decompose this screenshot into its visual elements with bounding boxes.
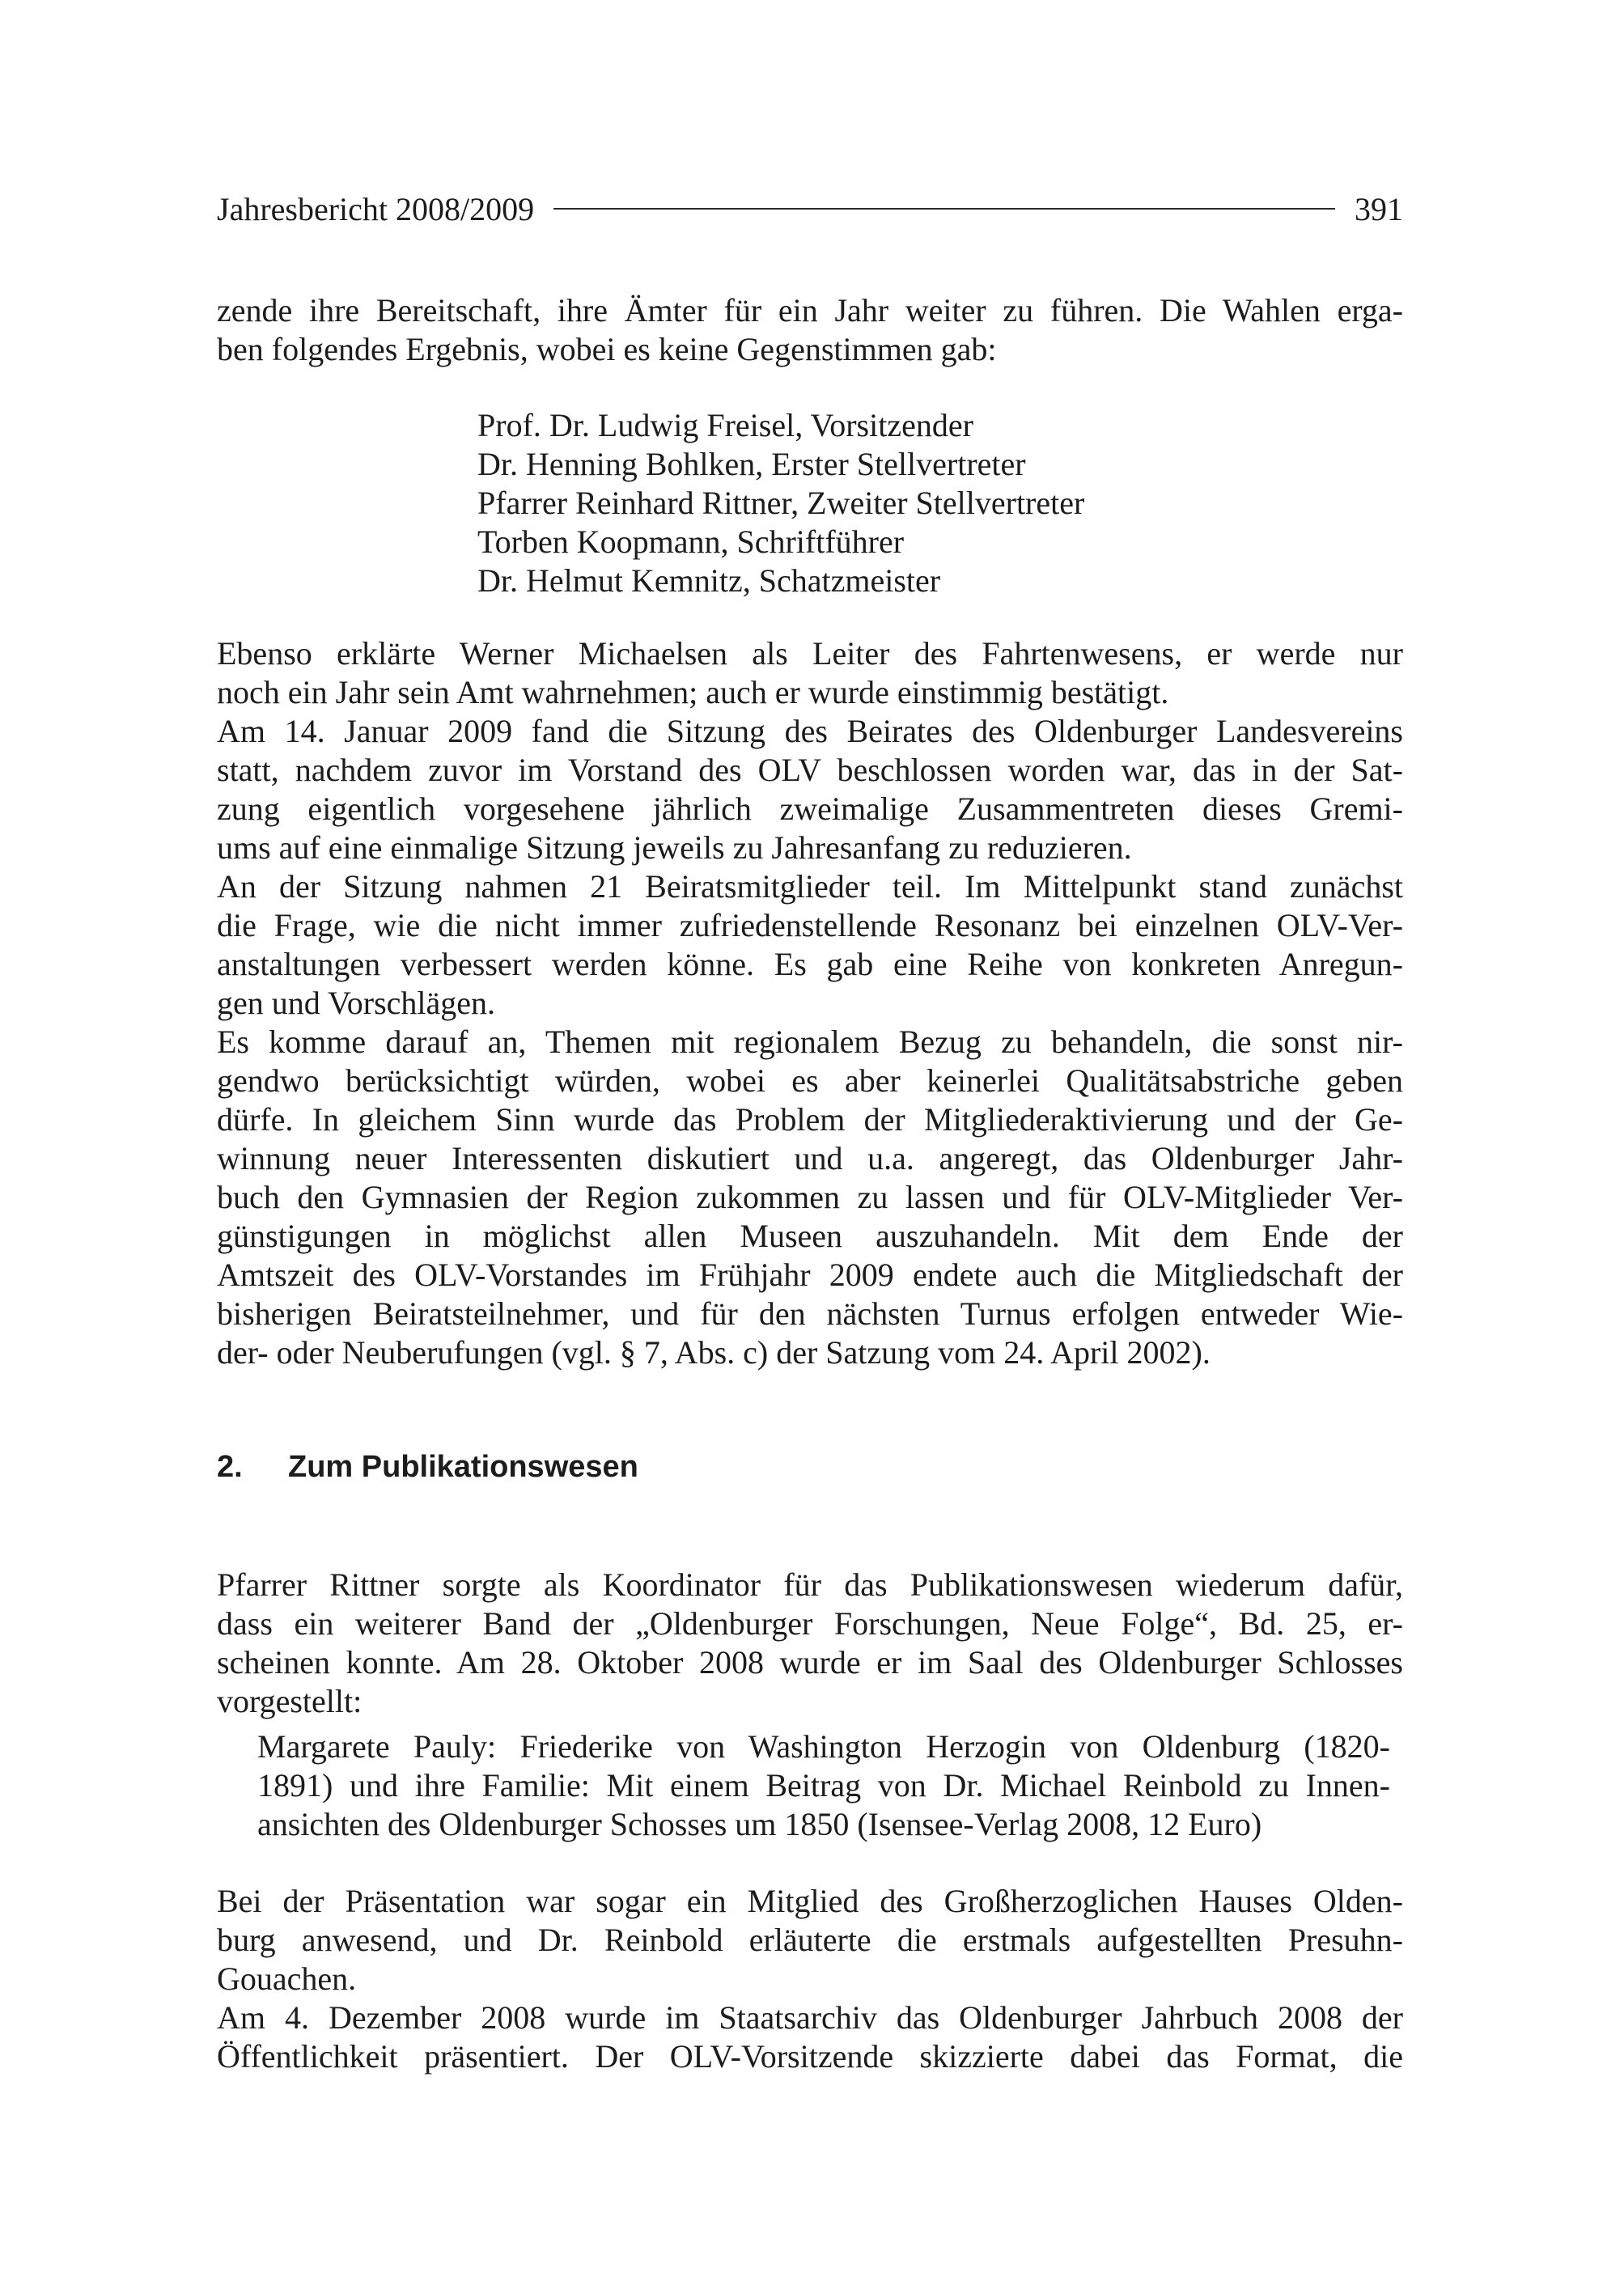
- text-line: Am 4. Dezember 2008 wurde im Staatsarchiv das Oldenburger Jahrbuch 2008 der: [217, 1999, 1403, 2036]
- section-number: 2.: [217, 1450, 243, 1484]
- text-line: vorgestellt:: [217, 1683, 363, 1719]
- text-line: anstaltungen verbessert werden könne. Es gab eine Reihe von konkreten Anregun-: [217, 946, 1403, 982]
- text-line: Ebenso erklärte Werner Michaelsen als Leiter des Fahrtenwesens, er werde nur: [217, 635, 1403, 672]
- board-member: Prof. Dr. Ludwig Freisel, Vorsitzender: [477, 407, 973, 443]
- header-rule: [553, 208, 1335, 210]
- text-line: An der Sitzung nahmen 21 Beiratsmitglieder teil. Im Mittelpunkt stand zunächst: [217, 868, 1403, 905]
- body-section-1: [217, 634, 1403, 1372]
- text-line: gen und Vorschlägen.: [217, 985, 496, 1021]
- board-member: Pfarrer Reinhard Rittner, Zweiter Stellvertreter: [477, 485, 1085, 521]
- citation-line: 1891) und ihre Familie: Mit einem Beitrag von Dr. Michael Reinbold zu Innen-: [257, 1767, 1390, 1803]
- text-line: burg anwesend, und Dr. Reinbold erläuterte die erstmals aufgestellten Presuhn-: [217, 1922, 1403, 1958]
- section-heading: [217, 1447, 638, 1486]
- text-line: winnung neuer Interessenten diskutiert und u.a. angeregt, das Oldenburger Jahr-: [217, 1140, 1403, 1176]
- page-number: 391: [1355, 190, 1403, 227]
- text-line: ben folgendes Ergebnis, wobei es keine Gegenstimmen gab:: [217, 331, 997, 367]
- text-line: günstigungen in möglichst allen Museen auszuhandeln. Mit dem Ende der: [217, 1218, 1403, 1254]
- text-line: Öffentlichkeit präsentiert. Der OLV-Vorsitzende skizzierte dabei das Format, die: [217, 2038, 1403, 2075]
- text-line: dass ein weiterer Band der „Oldenburger Forschungen, Neue Folge“, Bd. 25, er-: [217, 1605, 1403, 1642]
- text-line: die Frage, wie die nicht immer zufriedenstellende Resonanz bei einzelnen OLV-Ver-: [217, 907, 1403, 943]
- text-line: Es komme darauf an, Themen mit regionalem Bezug zu behandeln, die sonst nir-: [217, 1024, 1403, 1060]
- text-line: dürfe. In gleichem Sinn wurde das Problem der Mitgliederaktivierung und der Ge-: [217, 1101, 1403, 1138]
- board-member: Dr. Henning Bohlken, Erster Stellvertreter: [477, 446, 1026, 482]
- section-title: Zum Publikationswesen: [288, 1450, 638, 1484]
- text-line: buch den Gymnasien der Region zukommen zu lassen und für OLV-Mitglieder Ver-: [217, 1179, 1403, 1215]
- header-title: Jahresbericht 2008/2009: [217, 190, 535, 227]
- text-line: scheinen konnte. Am 28. Oktober 2008 wurde er im Saal des Oldenburger Schlosses: [217, 1644, 1403, 1681]
- text-line: bisherigen Beiratsteilnehmer, und für den nächsten Turnus erfolgen entweder Wie-: [217, 1295, 1403, 1332]
- board-member: Torben Koopmann, Schriftführer: [477, 523, 905, 560]
- text-line: Amtszeit des OLV-Vorstandes im Frühjahr 2009 endete auch die Mitgliedschaft der: [217, 1257, 1403, 1293]
- text-line: Bei der Präsentation war sogar ein Mitglied des Großherzoglichen Hauses Olden-: [217, 1883, 1403, 1919]
- text-line: noch ein Jahr sein Amt wahrnehmen; auch er wurde einstimmig bestätigt.: [217, 674, 1169, 710]
- text-line: zung eigentlich vorgesehene jährlich zweimalige Zusammentreten dieses Gremi-: [217, 790, 1403, 827]
- running-header: [217, 184, 1403, 233]
- citation-line: Margarete Pauly: Friederike von Washington Herzogin von Oldenburg (1820-: [257, 1728, 1390, 1765]
- text-line: Am 14. Januar 2009 fand die Sitzung des Beirates des Oldenburger Landesvereins: [217, 713, 1403, 749]
- text-line: zende ihre Bereitschaft, ihre Ämter für ein Jahr weiter zu führen. Die Wahlen erga-: [217, 292, 1403, 328]
- text-line: gendwo berücksichtigt würden, wobei es aber keinerlei Qualitätsabstriche geben: [217, 1062, 1403, 1099]
- text-line: der- oder Neuberufungen (vgl. § 7, Abs. c) der Satzung vom 24. April 2002).: [217, 1334, 1211, 1371]
- text-line: Pfarrer Rittner sorgte als Koordinator für das Publikationswesen wiederum dafür,: [217, 1566, 1403, 1603]
- citation-line: ansichten des Oldenburger Schosses um 1850 (Isensee-Verlag 2008, 12 Euro): [257, 1806, 1262, 1842]
- intro-paragraph: [217, 291, 1403, 369]
- body-section-3: [217, 1882, 1403, 2076]
- board-member-list: [477, 406, 1403, 600]
- book-citation: [257, 1727, 1390, 1844]
- body-section-2: [217, 1566, 1403, 1721]
- text-line: ums auf eine einmalige Sitzung jeweils zu Jahresanfang zu reduzieren.: [217, 829, 1132, 866]
- text-line: Gouachen.: [217, 1960, 357, 1997]
- board-member: Dr. Helmut Kemnitz, Schatzmeister: [477, 562, 941, 599]
- text-line: statt, nachdem zuvor im Vorstand des OLV beschlossen worden war, das in der Sat-: [217, 752, 1403, 788]
